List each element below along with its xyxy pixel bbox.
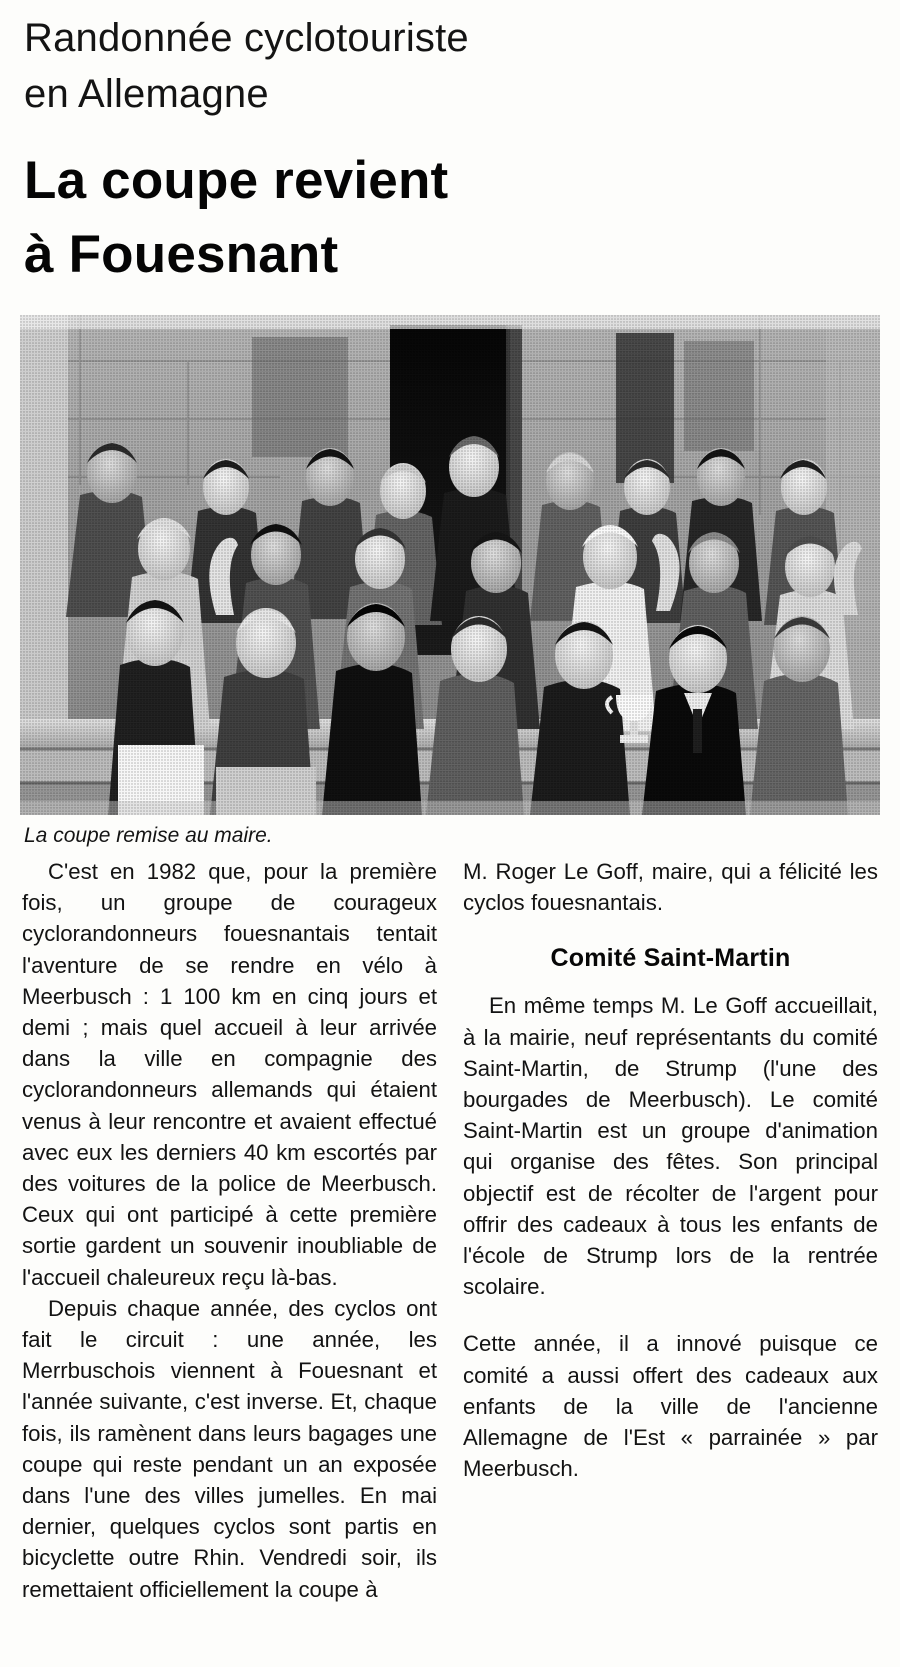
- headline-line-2: à Fouesnant: [24, 225, 339, 284]
- right-paragraph-3: Cette année, il a innové puisque ce comité a aussi offert des cadeaux aux enfants de la ville de l'ancienne Allemagne de l'Est « parrainée » par Meerbusch.: [463, 1331, 878, 1482]
- kicker-line-2: en Allemagne: [24, 72, 269, 116]
- kicker-line-1: Randonnée cyclotouriste: [24, 16, 469, 60]
- right-column: [463, 856, 878, 1605]
- photo-illustration: [20, 315, 880, 815]
- article-photo: [20, 315, 880, 815]
- photo-caption: La coupe remise au maire.: [24, 824, 273, 847]
- left-paragraph-1: C'est en 1982 que, pour la première fois, un groupe de courageux cyclorandonneurs fouesnantais tentait l'aventure de se rendre en vélo à Meerbusch : 1 100 km en cinq jours et demi ; mais quel accueil à leur arrivée dans la ville en compagnie des cyclorandonneurs allemands qui étaient venus à leur rencontre et avaient effectué avec eux les derniers 40 km escortés par des voitures de la police de Meerbusch. Ceux qui ont participé à cette première sortie gardent un souvenir inoubliable de l'accueil chaleureux reçu là-bas.: [22, 859, 437, 1290]
- right-paragraph-2: En même temps M. Le Goff accueillait, à la mairie, neuf représentants du comité Saint-Martin, de Strump (l'une des bourgades de Meerbusch). Le comité Saint-Martin est un groupe d'animation qui organise des fêtes. Son principal objectif est de récolter de l'argent pour offrir des cadeaux à tous les enfants de l'école de Strump lors de la rentrée scolaire.: [463, 993, 878, 1300]
- right-paragraph-1: M. Roger Le Goff, maire, qui a félicité les cyclos fouesnantais.: [463, 859, 878, 916]
- article-headline: [24, 144, 844, 292]
- left-paragraph-2: Depuis chaque année, des cyclos ont fait le circuit : une année, les Merrbuschois viennent à Fouesnant et l'année suivante, c'est inverse. Et, chaque fois, ils ramènent dans leurs bagages une coupe qui reste pendant un an exposée dans l'une des villes jumelles. En mai dernier, quelques cyclos sont partis en bicyclette outre Rhin. Vendredi soir, ils remettaient officiellement la coupe à: [22, 1295, 437, 1602]
- left-column: [22, 856, 437, 1605]
- article-kicker: [24, 10, 844, 122]
- section-subheading: Comité Saint-Martin: [550, 944, 791, 973]
- article-body-columns: [22, 856, 878, 1605]
- headline-line-1: La coupe revient: [24, 151, 449, 210]
